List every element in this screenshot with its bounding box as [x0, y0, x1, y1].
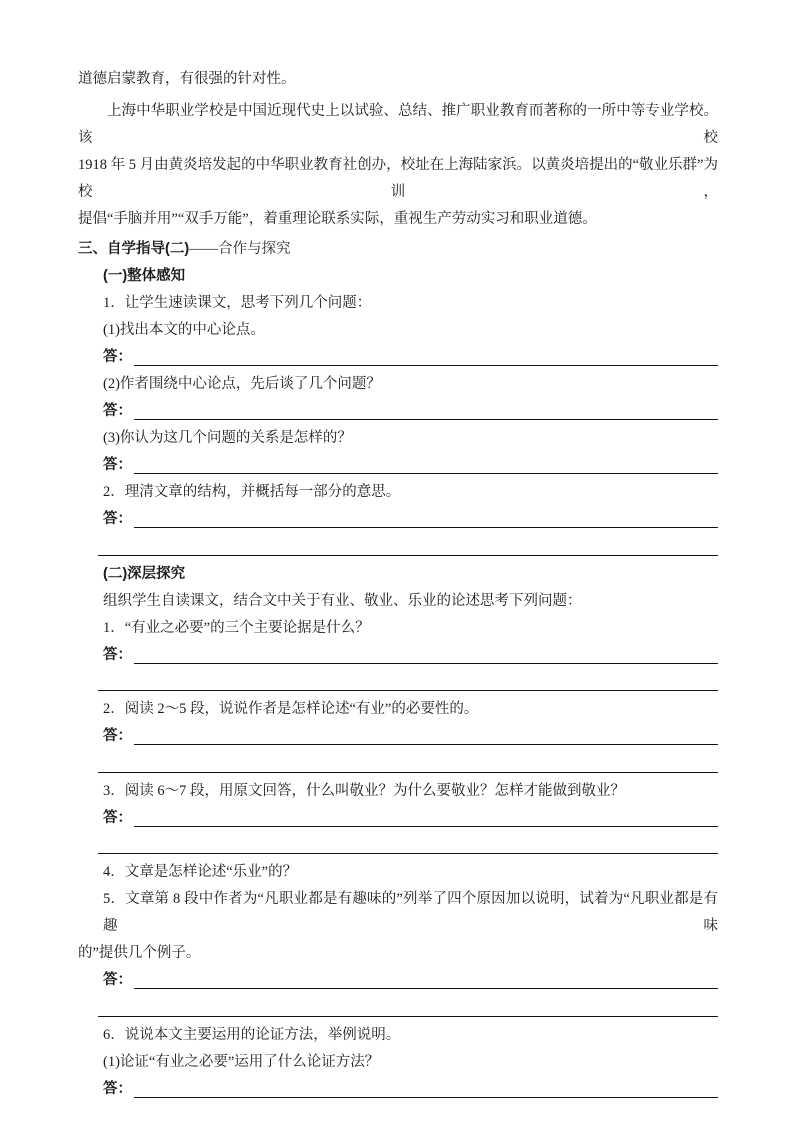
intro-tail-line: 道德启蒙教育，有很强的针对性。 — [78, 71, 296, 87]
part2-question-1: 1．“有业之必要”的三个主要论据是什么？ — [103, 619, 370, 636]
answer-row — [78, 1076, 718, 1103]
part1-question-4: 2．理清文章的结构，并概括每一部分的意思。 — [103, 484, 401, 500]
answer-blank-continuation[interactable] — [98, 832, 718, 855]
answer-label: 答： — [103, 972, 132, 989]
part2-question-6-sub1: (1)论证“有业之必要”运用了什么论证方法？ — [103, 1053, 380, 1070]
section-heading-rest: ——合作与探究 — [189, 241, 291, 257]
answer-blank[interactable] — [134, 452, 718, 474]
part1-question-1: (1)找出本文的中心论点。 — [103, 322, 265, 338]
answer-blank[interactable] — [134, 344, 718, 366]
answer-blank-continuation[interactable] — [98, 994, 718, 1017]
answer-row — [78, 723, 718, 750]
answer-blank[interactable] — [134, 723, 718, 745]
answer-blank[interactable] — [134, 1076, 718, 1098]
part2-question-2: 2．阅读 2～5 段，说说作者是怎样论述“有业”的必要性的。 — [103, 701, 479, 718]
intro-paragraph — [78, 98, 718, 233]
part2-question-6: 6．说说本文主要运用的论证方法，举例说明。 — [103, 1026, 401, 1043]
answer-blank[interactable] — [134, 642, 718, 664]
answer-row — [78, 967, 718, 994]
answer-row — [78, 452, 718, 479]
answer-label: 答： — [103, 511, 132, 527]
part1-lead: 1．让学生速读课文，思考下列几个问题： — [103, 295, 372, 311]
part2-heading: (二)深层探究 — [103, 565, 186, 582]
answer-blank[interactable] — [134, 967, 718, 989]
answer-row — [78, 398, 718, 425]
answer-label: 答： — [103, 728, 132, 745]
answer-label: 答： — [103, 809, 132, 826]
answer-row — [78, 642, 718, 669]
answer-blank-continuation[interactable] — [98, 1103, 718, 1122]
intro-paragraph-line: 1918 年 5 月由黄炎培发起的中华职业教育社创办，校址在上海陆家浜。以黄炎培提出的“敬业乐群”为校训， — [78, 157, 718, 200]
answer-row — [78, 344, 718, 371]
answer-label: 答： — [103, 646, 132, 663]
answer-blank-continuation[interactable] — [98, 750, 718, 773]
section-heading-bold: 三、自学指导(二) — [78, 241, 190, 257]
part1-question-3: (3)你认为这几个问题的关系是怎样的？ — [103, 430, 352, 446]
part2-question-5-line2: 的”提供几个例子。 — [78, 945, 201, 962]
answer-label: 答： — [103, 457, 132, 473]
answer-blank[interactable] — [134, 506, 718, 528]
answer-label: 答： — [103, 403, 132, 419]
part2-question-5-line1: 5．文章第 8 段中作者为“凡职业都是有趣味的”列举了四个原因加以说明，试着为“凡职业都是有趣味 — [103, 891, 718, 935]
answer-blank[interactable] — [134, 805, 718, 827]
answer-row — [78, 805, 718, 832]
intro-paragraph-line: 提倡“手脑并用”“双手万能”，着重理论联系实际，重视生产劳动实习和职业道德。 — [78, 211, 597, 227]
part2-lead: 组织学生自读课文，结合文中关于有业、敬业、乐业的论述思考下列问题： — [103, 592, 582, 609]
answer-label: 答： — [103, 1080, 132, 1097]
part1-question-2: (2)作者围绕中心论点，先后谈了几个问题？ — [103, 376, 381, 392]
answer-blank-continuation[interactable] — [98, 533, 718, 556]
answer-blank-continuation[interactable] — [98, 669, 718, 692]
part2-question-3: 3．阅读 6～7 段，用原文回答，什么叫敬业？为什么要敬业？怎样才能做到敬业？ — [103, 782, 625, 799]
answer-blank[interactable] — [134, 398, 718, 420]
answer-row — [78, 506, 718, 533]
intro-paragraph-line: 上海中华职业学校是中国近现代史上以试验、总结、推广职业教育而著称的一所中等专业学校。该校 — [78, 103, 718, 146]
part1-heading: (一)整体感知 — [103, 268, 186, 284]
part2-question-4: 4．文章是怎样论述“乐业”的？ — [103, 864, 298, 881]
section-heading — [78, 236, 718, 263]
answer-label: 答： — [103, 349, 132, 365]
